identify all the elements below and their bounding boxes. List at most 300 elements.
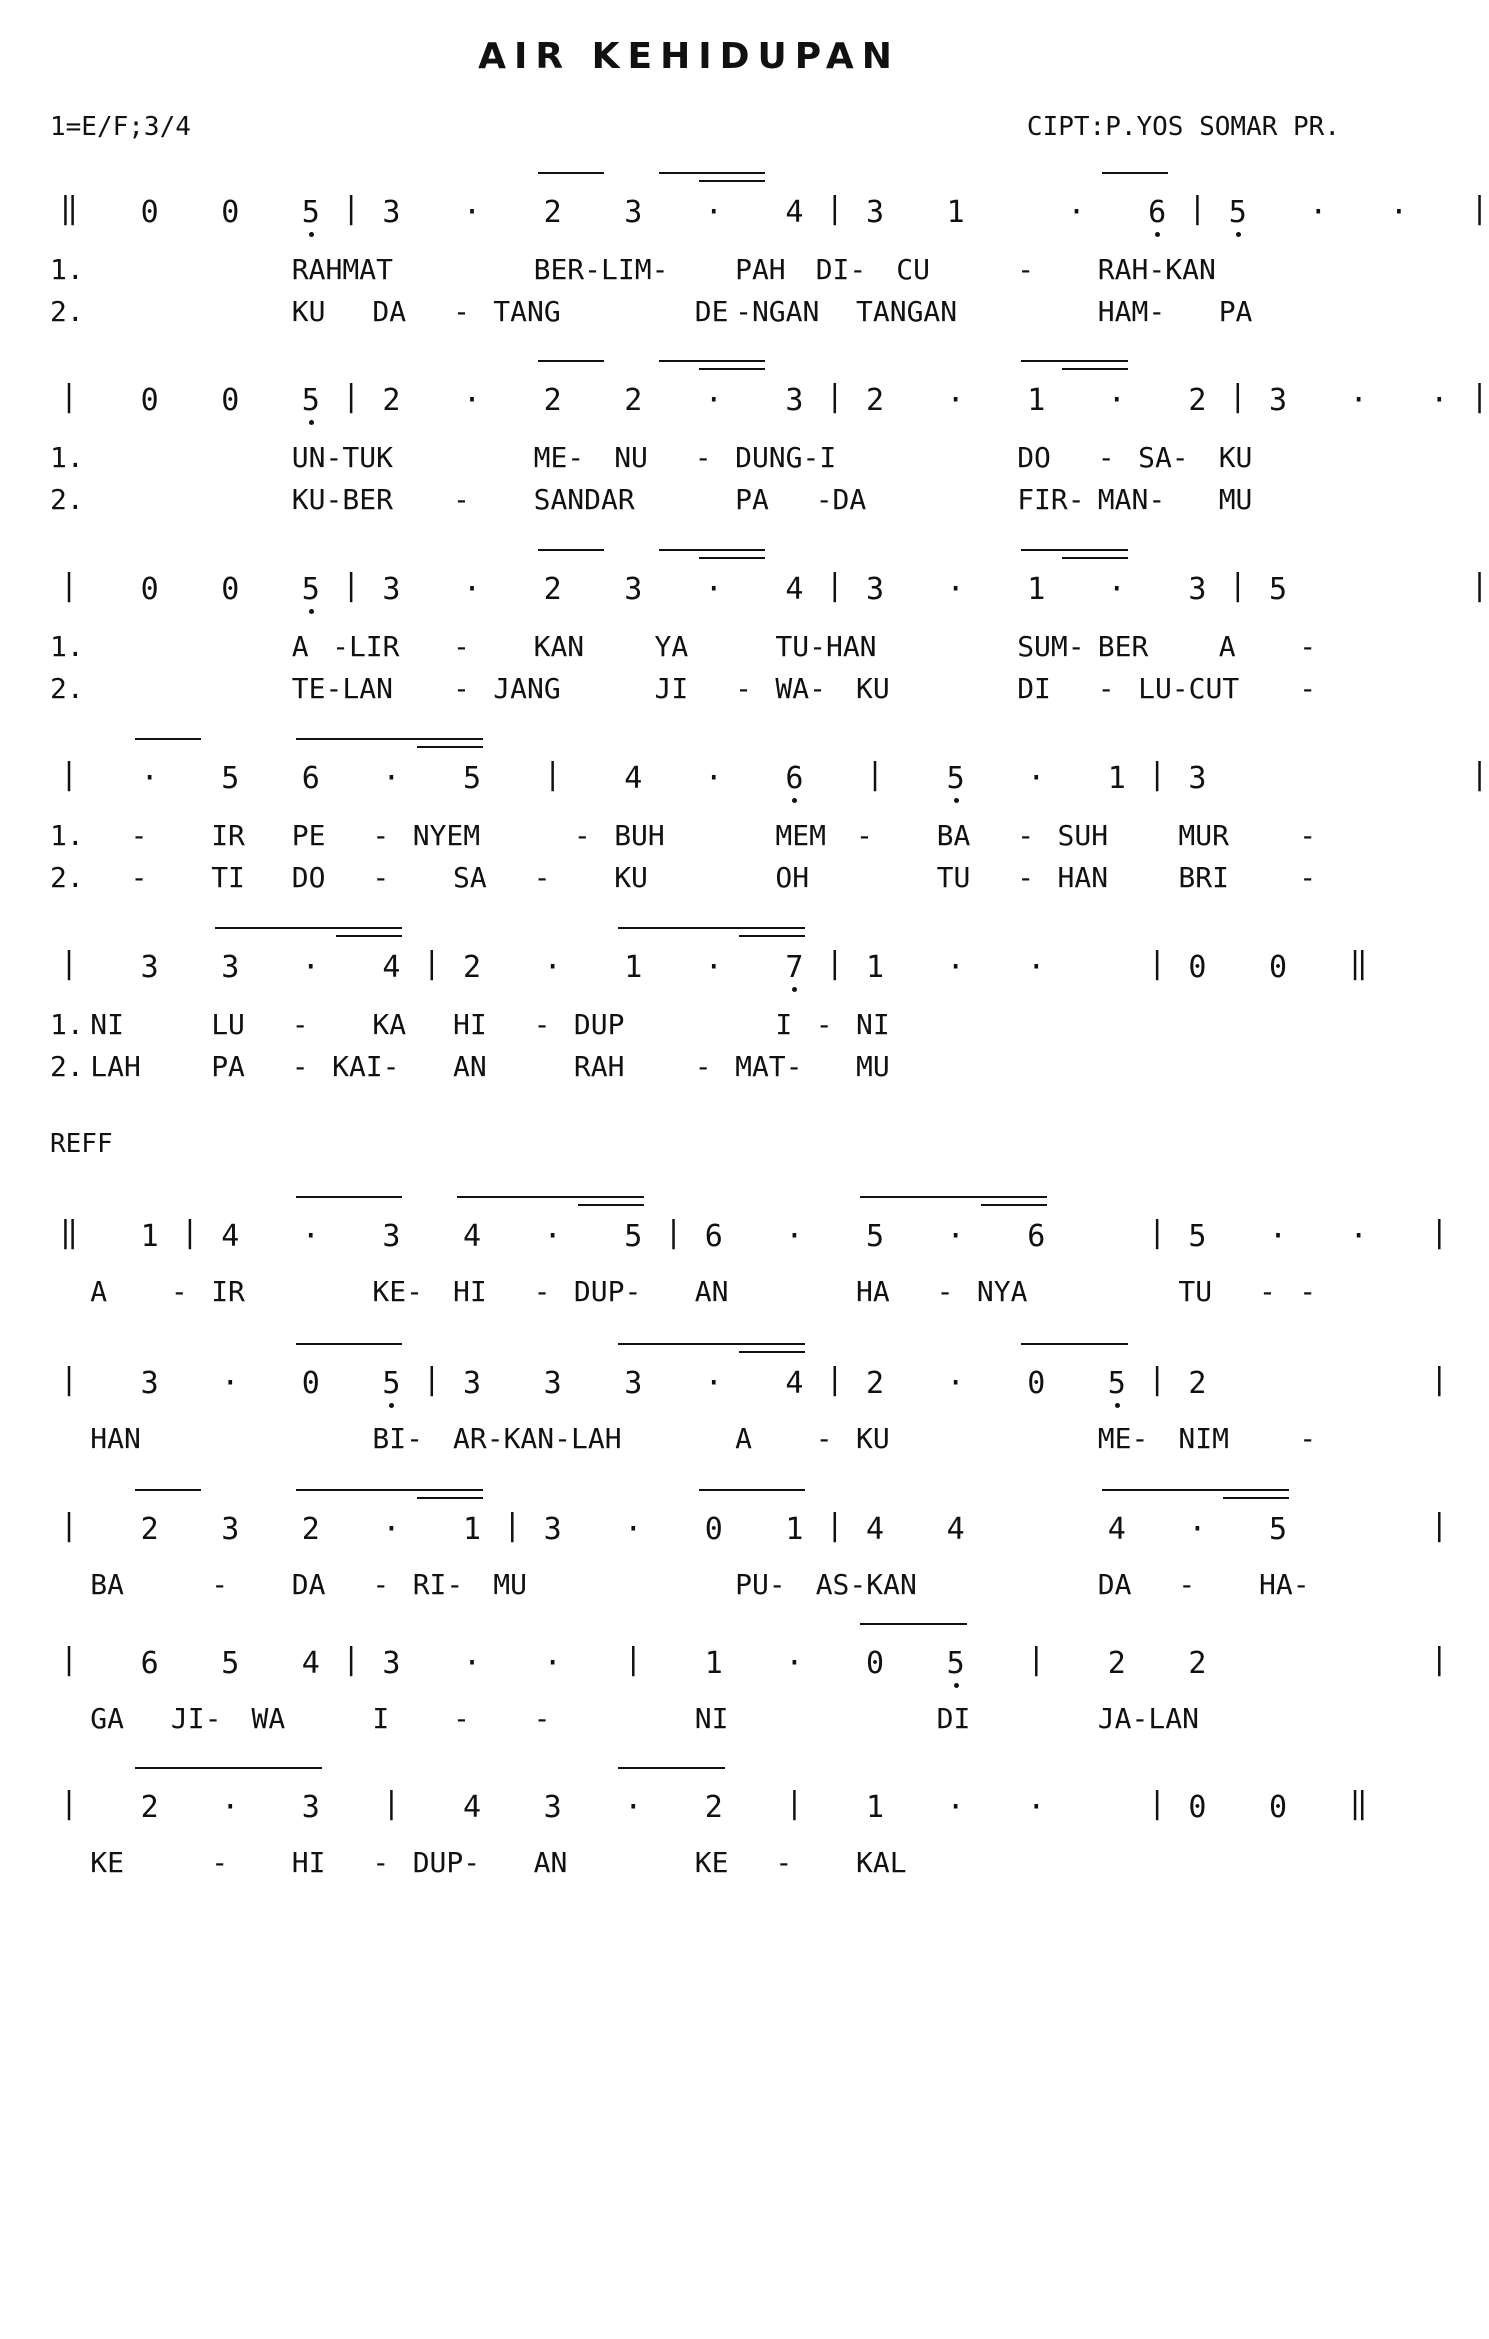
lyric-syllable: -: [1097, 672, 1115, 705]
lyric-syllable: -: [453, 1702, 470, 1735]
lower-octave-dot: [389, 1403, 394, 1408]
barline: |: [825, 379, 844, 414]
duration-dot: ·: [704, 383, 723, 418]
lyric-syllable: DUNG-I: [735, 441, 837, 474]
lyric-syllable: -: [453, 630, 470, 663]
lyric-syllable: BRI: [1178, 861, 1229, 894]
lyric-syllable: TU: [1178, 1275, 1213, 1308]
lyric-syllable: DUP: [573, 1008, 625, 1041]
note: 4: [866, 1512, 885, 1547]
lyric-syllable: A: [735, 1422, 752, 1455]
barline: |: [60, 946, 79, 981]
lyric-syllable: HI: [453, 1275, 487, 1308]
lyric-syllable: NI: [694, 1702, 729, 1735]
note: 3: [1188, 761, 1207, 796]
note: 2: [140, 1512, 159, 1547]
note: 5: [1107, 1366, 1126, 1401]
barline: |: [382, 1786, 401, 1821]
lyric-syllable: AR-KAN-LAH: [453, 1422, 622, 1455]
lyric-syllable: MEM: [775, 819, 826, 852]
note: 3: [140, 1366, 159, 1401]
barline: |: [1470, 379, 1489, 414]
barline: |: [1430, 1642, 1449, 1677]
lyric-syllable: -: [1017, 253, 1035, 286]
note: 6: [140, 1646, 159, 1681]
lyric-syllable: HA: [856, 1275, 890, 1308]
beam: [1102, 172, 1168, 174]
lyric-syllable: HA-: [1259, 1568, 1310, 1601]
note: 5: [301, 383, 320, 418]
beam: [1102, 1489, 1289, 1491]
lyric-syllable: LU-CUT: [1138, 672, 1240, 705]
note: 4: [382, 950, 401, 985]
note: 2: [1188, 1366, 1207, 1401]
note: 2: [704, 1790, 723, 1825]
lyric-syllable: KAN: [533, 630, 585, 663]
lyric-syllable: UN-TUK: [291, 441, 393, 474]
note: 5: [463, 761, 482, 796]
lyric-syllable: MU: [856, 1050, 890, 1083]
duration-dot: ·: [946, 950, 965, 985]
lyric-syllable: -: [130, 861, 148, 894]
beam: [538, 549, 604, 551]
lyric-syllable: -: [372, 1568, 390, 1601]
lyric-syllable: TI: [211, 861, 245, 894]
duration-dot: ·: [463, 195, 482, 230]
note: 0: [140, 383, 159, 418]
beam: [618, 927, 805, 929]
lower-octave-dot: [1155, 232, 1160, 237]
lyric-syllable: DA: [1097, 1568, 1132, 1601]
lyric-syllable: 2.: [50, 861, 84, 894]
barline: |: [1188, 191, 1207, 226]
barline: |: [785, 1786, 804, 1821]
lower-octave-dot: [309, 232, 314, 237]
lyric-syllable: LU: [211, 1008, 245, 1041]
duration-dot: ·: [1430, 383, 1449, 418]
barline: |: [825, 568, 844, 603]
note: 1: [946, 195, 965, 230]
note: 3: [382, 195, 401, 230]
lyric-syllable: CU: [896, 253, 931, 286]
duration-dot: ·: [382, 1512, 401, 1547]
lyric-syllable: -: [1299, 861, 1317, 894]
barline: |: [664, 1215, 683, 1250]
lyric-syllable: -: [815, 1008, 833, 1041]
note: 1: [1027, 572, 1046, 607]
duration-dot: ·: [704, 572, 723, 607]
lyric-syllable: -: [1097, 441, 1115, 474]
lyric-syllable: SA-: [1138, 441, 1189, 474]
barline: |: [624, 1642, 643, 1677]
duration-dot: ·: [785, 1219, 804, 1254]
lyric-syllable: PA: [735, 483, 769, 516]
lyric-syllable: -: [1259, 1275, 1276, 1308]
barline: |: [342, 191, 361, 226]
barline: |: [825, 946, 844, 981]
note: 1: [140, 1219, 159, 1254]
lyric-syllable: -DA: [815, 483, 867, 516]
lyric-syllable: PA: [1218, 295, 1253, 328]
lyric-syllable: -: [372, 1846, 390, 1879]
lyric-syllable: -: [856, 819, 873, 852]
note: 2: [463, 950, 482, 985]
lyric-syllable: -: [1178, 1568, 1196, 1601]
lyric-syllable: TANGAN: [856, 295, 958, 328]
note: 3: [140, 950, 159, 985]
lyric-syllable: -: [1299, 1275, 1317, 1308]
note: 1: [463, 1512, 482, 1547]
lyric-syllable: IR: [211, 1275, 245, 1308]
barline: ‖: [1349, 1786, 1368, 1821]
beam: [1062, 368, 1128, 370]
barline: ‖: [60, 191, 79, 226]
barline: |: [422, 946, 441, 981]
lyric-syllable: -: [1299, 672, 1317, 705]
lower-octave-dot: [309, 420, 314, 425]
lyric-syllable: BA: [936, 819, 971, 852]
lyric-syllable: 1.: [50, 1008, 84, 1041]
beam: [1223, 1497, 1289, 1499]
lyric-syllable: DI: [1017, 672, 1051, 705]
note: 3: [543, 1790, 562, 1825]
barline: |: [1228, 568, 1247, 603]
lyric-syllable: NI: [90, 1008, 125, 1041]
duration-dot: ·: [543, 1219, 562, 1254]
barline: |: [1148, 1215, 1167, 1250]
duration-dot: ·: [1027, 950, 1046, 985]
lyric-syllable: -: [533, 861, 551, 894]
duration-dot: ·: [1269, 1219, 1288, 1254]
lower-octave-dot: [954, 1683, 959, 1688]
lyric-syllable: A: [1218, 630, 1236, 663]
barline: |: [1430, 1215, 1449, 1250]
barline: |: [1228, 379, 1247, 414]
lyric-syllable: -: [1017, 861, 1035, 894]
duration-dot: ·: [382, 761, 401, 796]
beam: [336, 935, 402, 937]
lyric-syllable: KE-: [372, 1275, 423, 1308]
barline: ‖: [60, 1215, 79, 1250]
note: 2: [866, 383, 885, 418]
barline: |: [825, 1362, 844, 1397]
lyric-syllable: -: [533, 1275, 551, 1308]
note: 4: [785, 1366, 804, 1401]
lyric-syllable: 1.: [50, 630, 84, 663]
lyric-syllable: KA: [372, 1008, 407, 1041]
lyric-syllable: BER-LIM-: [533, 253, 669, 286]
note: 2: [1188, 383, 1207, 418]
lyric-syllable: SUM-: [1017, 630, 1085, 663]
lyric-syllable: -: [775, 1846, 793, 1879]
lyric-syllable: KU: [614, 861, 648, 894]
beam: [739, 1351, 805, 1353]
barline: |: [1027, 1642, 1046, 1677]
note: 4: [785, 195, 804, 230]
beam: [538, 360, 604, 362]
beam: [981, 1204, 1047, 1206]
barline: |: [1470, 757, 1489, 792]
note: 0: [221, 572, 240, 607]
lyric-syllable: MU: [493, 1568, 528, 1601]
lyric-syllable: HAN: [90, 1422, 141, 1455]
lyric-syllable: ME-: [1097, 1422, 1149, 1455]
lyric-syllable: KU: [856, 1422, 890, 1455]
note: 2: [543, 195, 562, 230]
lower-octave-dot: [1115, 1403, 1120, 1408]
lyric-syllable: WA: [251, 1702, 286, 1735]
lyric-syllable: WA-: [775, 672, 826, 705]
barline: |: [1148, 946, 1167, 981]
note: 1: [1027, 383, 1046, 418]
barline: |: [543, 757, 562, 792]
barline: |: [1148, 1362, 1167, 1397]
lyric-syllable: -: [1299, 630, 1317, 663]
note: 0: [1269, 1790, 1288, 1825]
duration-dot: ·: [221, 1366, 240, 1401]
beam: [618, 1343, 805, 1345]
beam: [457, 1196, 644, 1198]
duration-dot: ·: [1188, 1512, 1207, 1547]
note: 0: [221, 383, 240, 418]
lyric-syllable: 1.: [50, 819, 84, 852]
lyric-syllable: BI-: [372, 1422, 423, 1455]
duration-dot: ·: [946, 572, 965, 607]
note: 3: [463, 1366, 482, 1401]
lyric-syllable: IR: [211, 819, 245, 852]
duration-dot: ·: [1349, 383, 1368, 418]
note: 1: [1107, 761, 1126, 796]
note: 4: [785, 572, 804, 607]
duration-dot: ·: [1067, 195, 1086, 230]
note: 3: [1269, 383, 1288, 418]
duration-dot: ·: [946, 1366, 965, 1401]
note: 3: [785, 383, 804, 418]
lyric-syllable: PE: [291, 819, 326, 852]
note: 0: [140, 572, 159, 607]
note: 2: [382, 383, 401, 418]
note: 6: [704, 1219, 723, 1254]
lyric-syllable: SANDAR: [533, 483, 635, 516]
lyric-syllable: DO: [291, 861, 326, 894]
note: 4: [221, 1219, 240, 1254]
duration-dot: ·: [301, 1219, 320, 1254]
beam: [659, 549, 766, 551]
barline: |: [342, 1642, 361, 1677]
lyric-syllable: I: [775, 1008, 793, 1041]
barline: |: [866, 757, 885, 792]
note: 3: [382, 1219, 401, 1254]
duration-dot: ·: [946, 1790, 965, 1825]
lyric-syllable: MAT-: [735, 1050, 803, 1083]
lower-octave-dot: [309, 609, 314, 614]
beam: [296, 1196, 403, 1198]
lyric-syllable: TE-LAN: [291, 672, 393, 705]
lyric-syllable: I: [372, 1702, 390, 1735]
note: 3: [382, 572, 401, 607]
note: 5: [1188, 1219, 1207, 1254]
note: 5: [946, 1646, 965, 1681]
lyric-syllable: BA: [90, 1568, 125, 1601]
note: 0: [1188, 950, 1207, 985]
lyric-syllable: AS-KAN: [815, 1568, 917, 1601]
barline: |: [1470, 191, 1489, 226]
lyric-syllable: -: [694, 1050, 712, 1083]
barline: |: [60, 379, 79, 414]
lyric-syllable: -: [533, 1702, 551, 1735]
note: 5: [301, 195, 320, 230]
lyric-syllable: 2.: [50, 295, 84, 328]
lyric-syllable: JI-: [170, 1702, 222, 1735]
beam: [860, 1623, 967, 1625]
lyric-syllable: -: [372, 861, 390, 894]
barline: |: [1148, 1786, 1167, 1821]
note: 4: [301, 1646, 320, 1681]
lyric-syllable: -: [453, 672, 470, 705]
beam: [739, 935, 805, 937]
beam: [659, 172, 766, 174]
lower-octave-dot: [792, 987, 797, 992]
note: 2: [543, 572, 562, 607]
lyric-syllable: -: [372, 819, 390, 852]
note: 0: [704, 1512, 723, 1547]
note: 6: [1027, 1219, 1046, 1254]
beam: [1062, 557, 1128, 559]
note: 1: [866, 950, 885, 985]
lyric-syllable: -: [533, 1008, 551, 1041]
lyric-syllable: -: [453, 483, 470, 516]
note: 2: [1188, 1646, 1207, 1681]
lower-octave-dot: [954, 798, 959, 803]
lyric-syllable: RI-: [412, 1568, 464, 1601]
note: 2: [866, 1366, 885, 1401]
lyric-syllable: AN: [453, 1050, 487, 1083]
note: 0: [1269, 950, 1288, 985]
note: 5: [221, 1646, 240, 1681]
lyric-syllable: AN: [694, 1275, 729, 1308]
beam: [417, 1497, 483, 1499]
lyric-syllable: KE: [694, 1846, 729, 1879]
lyric-syllable: DUP-: [412, 1846, 481, 1879]
lower-octave-dot: [792, 798, 797, 803]
barline: |: [60, 757, 79, 792]
lyric-syllable: -: [211, 1846, 229, 1879]
note: 1: [866, 1790, 885, 1825]
beam: [296, 1489, 483, 1491]
duration-dot: ·: [946, 1219, 965, 1254]
duration-dot: ·: [704, 195, 723, 230]
lyric-syllable: PAH: [735, 253, 786, 286]
duration-dot: ·: [543, 1646, 562, 1681]
lyric-syllable: HI: [453, 1008, 487, 1041]
duration-dot: ·: [1107, 383, 1126, 418]
lyric-syllable: TU: [936, 861, 971, 894]
beam: [135, 1767, 322, 1769]
lyric-syllable: BUH: [614, 819, 665, 852]
duration-dot: ·: [463, 383, 482, 418]
duration-dot: ·: [1309, 195, 1328, 230]
lyric-syllable: MUR: [1178, 819, 1229, 852]
lyric-syllable: PU-: [735, 1568, 786, 1601]
note: 0: [1188, 1790, 1207, 1825]
barline: |: [342, 379, 361, 414]
note: 6: [785, 761, 804, 796]
note: 1: [704, 1646, 723, 1681]
lyric-syllable: NYEM: [412, 819, 481, 852]
lyric-syllable: -LIR: [332, 630, 400, 663]
lyric-syllable: DI-: [815, 253, 867, 286]
beam: [1021, 549, 1128, 551]
note: 4: [946, 1512, 965, 1547]
lyric-syllable: -: [1299, 819, 1317, 852]
lyric-syllable: 1.: [50, 441, 84, 474]
lyric-syllable: A: [90, 1275, 108, 1308]
lyric-syllable: -: [291, 1008, 309, 1041]
note: 7: [785, 950, 804, 985]
lyric-syllable: JA-LAN: [1097, 1702, 1199, 1735]
lyric-syllable: -: [694, 441, 712, 474]
lyric-syllable: DA: [372, 295, 407, 328]
lyric-syllable: GA: [90, 1702, 125, 1735]
lyric-syllable: HAM-: [1097, 295, 1166, 328]
duration-dot: ·: [624, 1512, 643, 1547]
beam: [699, 368, 765, 370]
barline: ‖: [1349, 946, 1368, 981]
duration-dot: ·: [624, 1790, 643, 1825]
lyric-syllable: AN: [533, 1846, 568, 1879]
lyric-syllable: HAN: [1057, 861, 1109, 894]
note: 2: [301, 1512, 320, 1547]
lyric-syllable: -: [815, 1422, 833, 1455]
note: 3: [866, 572, 885, 607]
lyric-syllable: -: [1299, 1422, 1317, 1455]
beam: [578, 1204, 644, 1206]
lyric-syllable: TANG: [493, 295, 561, 328]
lyric-syllable: JANG: [493, 672, 561, 705]
duration-dot: ·: [1107, 572, 1126, 607]
beam: [296, 738, 483, 740]
lyric-syllable: DE: [694, 295, 729, 328]
note: 0: [221, 195, 240, 230]
lyric-syllable: HI: [291, 1846, 326, 1879]
duration-dot: ·: [1389, 195, 1408, 230]
beam: [860, 1196, 1047, 1198]
lyric-syllable: DUP-: [573, 1275, 642, 1308]
lyric-syllable: -: [1017, 819, 1035, 852]
beam: [699, 180, 765, 182]
note: 5: [1269, 572, 1288, 607]
lyric-syllable: SUH: [1057, 819, 1109, 852]
duration-dot: ·: [1027, 761, 1046, 796]
lyric-syllable: -: [936, 1275, 954, 1308]
beam: [135, 738, 201, 740]
note: 5: [221, 761, 240, 796]
note: 4: [1107, 1512, 1126, 1547]
duration-dot: ·: [704, 761, 723, 796]
lyric-syllable: NIM: [1178, 1422, 1229, 1455]
lyric-syllable: DO: [1017, 441, 1051, 474]
note: 4: [624, 761, 643, 796]
note: 6: [1148, 195, 1167, 230]
note: 0: [301, 1366, 320, 1401]
duration-dot: ·: [221, 1790, 240, 1825]
note: 3: [301, 1790, 320, 1825]
note: 5: [624, 1219, 643, 1254]
lyric-syllable: -NGAN: [735, 295, 820, 328]
duration-dot: ·: [463, 1646, 482, 1681]
note: 5: [382, 1366, 401, 1401]
note: 3: [543, 1366, 562, 1401]
